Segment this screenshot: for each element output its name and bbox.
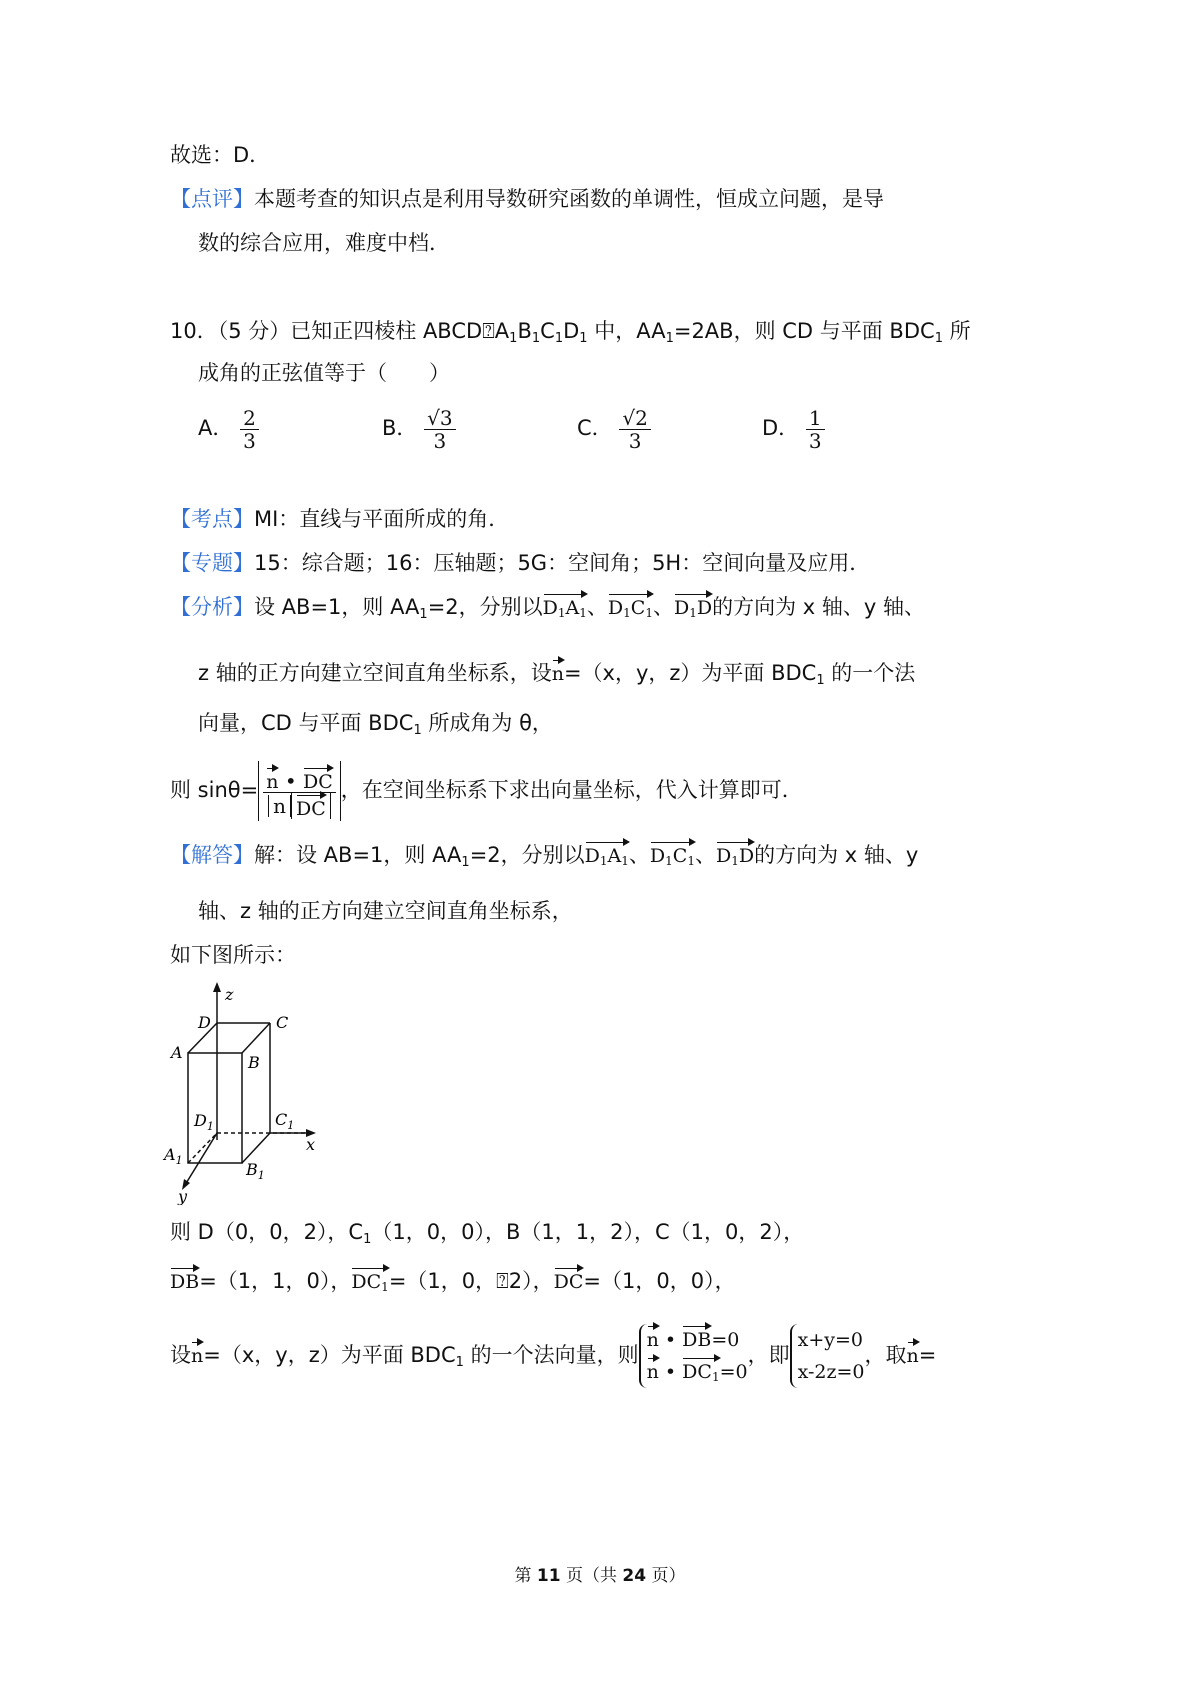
question-text: B	[517, 319, 532, 343]
coords-text: 则 D（0，0，2），C	[170, 1220, 364, 1244]
coords-text: （1，0，0），B（1，1，2），C（1，0，2），	[371, 1220, 805, 1244]
equation-value: =0	[711, 1329, 740, 1351]
dot-symbol: •	[664, 1329, 677, 1351]
normal-vector-line	[170, 1320, 936, 1398]
vector-letter: DC	[296, 797, 326, 820]
option-label: D．	[762, 416, 800, 440]
subscript: 1	[621, 854, 629, 868]
question-text: =2AB，则 CD 与平面 BDC	[673, 319, 935, 343]
subscript: 1	[579, 331, 588, 346]
numerator: √3	[424, 407, 455, 430]
solution-text: 的方向为 x 轴、y	[754, 843, 919, 867]
vector-dc	[296, 793, 326, 819]
edge-a1d1	[188, 1133, 217, 1163]
vector-letter: n	[273, 793, 287, 818]
vector-letter: DC	[302, 770, 333, 793]
denominator: 3	[808, 428, 822, 453]
numerator: 2	[240, 407, 259, 430]
equation-system-1	[639, 1324, 748, 1388]
y-axis	[185, 1133, 217, 1185]
subscript: 1	[711, 1370, 720, 1384]
equation-system-2	[790, 1324, 865, 1388]
label-D1	[193, 1111, 214, 1133]
vector-d1c1	[608, 592, 653, 623]
equation-row	[647, 1324, 748, 1356]
analysis-text: 的一个法	[824, 661, 916, 685]
label-d1-letter: D	[194, 1111, 207, 1130]
analysis-text: 设 AB=1，则 AA	[254, 595, 420, 619]
question-line	[170, 316, 971, 354]
comment-tag: 【点评】	[170, 187, 254, 211]
option-label: C．	[577, 416, 613, 440]
question-text: A	[494, 319, 510, 343]
solution-text: 解：设 AB=1，则 AA	[254, 843, 462, 867]
footer-text: 页）	[646, 1566, 686, 1586]
comment-line	[170, 184, 884, 214]
unknown-glyph: ⍰	[496, 1269, 509, 1293]
vector-n	[266, 766, 278, 792]
footer-text: 页（共	[560, 1566, 623, 1586]
subscript: 1	[554, 331, 564, 346]
label-C: C	[276, 1013, 289, 1032]
analysis-formula-line	[170, 760, 803, 821]
label-B1	[245, 1160, 265, 1182]
equation-row: x+y=0	[797, 1329, 863, 1351]
solution-line-3	[170, 940, 296, 970]
label-c1-letter: C	[275, 1110, 288, 1129]
vector-letter: n	[551, 663, 564, 685]
vector-n	[552, 658, 564, 684]
dot-symbol: •	[284, 768, 297, 793]
vector-d1d	[716, 840, 754, 871]
knowledge-text: MI：直线与平面所成的角．	[254, 507, 510, 531]
separator: 、	[652, 595, 674, 619]
vector-text: =（1，1，0），	[199, 1269, 352, 1293]
conclusion-text: 故选：D．	[170, 143, 271, 167]
vector-letter: n	[646, 1361, 659, 1383]
separator: 、	[586, 595, 608, 619]
vector-dc	[554, 1266, 584, 1292]
topic-line	[170, 548, 870, 578]
question-text-2: 成角的正弦值等于（ ）	[198, 361, 450, 385]
vector-text: =（1，0，0），	[583, 1269, 736, 1293]
vector-db	[682, 1324, 711, 1350]
solution-line-2	[198, 896, 573, 926]
front-face	[188, 1053, 242, 1163]
text-line	[170, 140, 270, 170]
subscript: 1	[455, 1355, 464, 1370]
subscript: 1	[461, 855, 470, 870]
vector-letter: DC	[682, 1361, 712, 1383]
subscript: 1	[509, 331, 518, 346]
label-z: z	[225, 985, 234, 1004]
footer-text: 第	[514, 1566, 537, 1586]
vector-letter: n	[906, 1345, 919, 1367]
label-c1-sub: 1	[287, 1119, 295, 1132]
analysis-tag: 【分析】	[170, 595, 254, 619]
normal-text: 的一个法向量，则	[463, 1343, 639, 1367]
vector-letter: C	[630, 597, 646, 619]
subscript: 1	[363, 1232, 372, 1247]
knowledge-tag: 【考点】	[170, 507, 254, 531]
label-C1	[275, 1110, 294, 1132]
analysis-text: z 轴的正方向建立空间直角坐标系，设	[198, 661, 552, 685]
analysis-text: 所成角为 θ，	[421, 711, 553, 735]
normal-text: ，即	[747, 1343, 790, 1367]
subscript: 1	[623, 606, 631, 620]
topic-text: 15：综合题；16：压轴题；5G：空间角；5H：空间向量及应用．	[254, 551, 871, 575]
vector-letter: A	[607, 845, 622, 867]
comment-line-2	[198, 228, 450, 258]
fraction	[240, 407, 259, 452]
question-text: D	[563, 319, 580, 343]
analysis-line	[170, 592, 925, 630]
question-text: （5 分）已知正四棱柱 ABCD	[217, 319, 483, 343]
equation-row	[647, 1356, 748, 1388]
vector-letter: D	[584, 845, 600, 867]
subscript: 1	[599, 854, 608, 868]
vector-letter: n	[191, 1345, 204, 1367]
normal-text: ，取	[864, 1343, 907, 1367]
coords-line	[170, 1217, 804, 1255]
vector-letter: D	[673, 597, 690, 619]
separator: 、	[694, 843, 716, 867]
analysis-line-2	[198, 658, 915, 696]
label-a1-letter: A	[164, 1145, 176, 1164]
knowledge-point-line	[170, 504, 509, 534]
vector-d1a1	[585, 840, 629, 871]
vector-dc1	[682, 1356, 719, 1387]
abs-value	[258, 761, 341, 821]
vector-letter: DB	[682, 1329, 712, 1351]
vector-n	[907, 1340, 919, 1366]
edge-bc	[242, 1023, 270, 1053]
question-line-2	[198, 358, 450, 388]
analysis-text: =（x，y，z）为平面 BDC	[563, 661, 817, 685]
solution-line	[170, 840, 918, 878]
subscript: 1	[687, 854, 695, 868]
vector-letter: A	[565, 597, 580, 619]
option-b	[382, 403, 456, 453]
dot-symbol: •	[664, 1361, 677, 1383]
normal-text: 设	[170, 1343, 191, 1367]
vector-d1a1	[543, 592, 587, 623]
option-a	[198, 403, 259, 453]
page-number: 11	[536, 1566, 561, 1586]
vector-letter: DB	[170, 1271, 200, 1293]
option-label: B．	[382, 416, 418, 440]
analysis-text: 的方向为 x 轴、y 轴、	[712, 595, 925, 619]
question-text: C	[540, 319, 555, 343]
vector-n	[647, 1356, 659, 1382]
analysis-text: =2，分别以	[427, 595, 543, 619]
denominator: 3	[243, 428, 256, 453]
numerator: 1	[806, 407, 825, 430]
vector-letter: D	[607, 597, 624, 619]
unknown-glyph: ⍰	[482, 319, 495, 343]
vector-letter: DC	[553, 1271, 584, 1293]
subscript: 1	[413, 723, 422, 738]
vector-dc	[303, 766, 333, 792]
question-text: 中，AA	[587, 319, 666, 343]
vector-n	[191, 1340, 203, 1366]
solution-text-2: 轴、z 轴的正方向建立空间直角坐标系，	[198, 899, 573, 923]
vector-d1d	[674, 592, 712, 623]
vector-letter: D	[542, 597, 558, 619]
solution-tag: 【解答】	[170, 843, 254, 867]
z-axis-arrow	[213, 982, 221, 992]
subscript: 1	[557, 606, 566, 620]
analysis-text: 向量，CD 与平面 BDC	[198, 711, 414, 735]
formula-text: ，在空间坐标系下求出向量坐标，代入计算即可．	[340, 778, 803, 802]
comment-text-2: 数的综合应用，难度中档．	[198, 231, 450, 255]
formula-text: 则 sinθ=	[170, 778, 259, 802]
vector-letter: D	[715, 845, 732, 867]
question-text: 所	[942, 319, 971, 343]
vector-dc1	[351, 1266, 388, 1297]
total-pages: 24	[622, 1566, 647, 1586]
abs-dc	[291, 793, 331, 819]
denominator	[263, 793, 336, 819]
subscript: 1	[689, 606, 697, 620]
topic-tag: 【专题】	[170, 551, 254, 575]
fraction	[619, 407, 650, 452]
label-d1-sub: 1	[206, 1120, 214, 1133]
denominator: 3	[628, 428, 642, 453]
label-b1-letter: B	[246, 1160, 258, 1179]
subscript: 1	[579, 606, 587, 620]
label-D: D	[198, 1013, 211, 1032]
vector-db	[170, 1266, 199, 1292]
vector-letter: DC	[351, 1271, 382, 1293]
subscript: 1	[816, 673, 825, 688]
page-footer	[0, 1561, 1200, 1586]
vector-letter: C	[672, 845, 688, 867]
fraction	[424, 407, 455, 452]
normal-text: =	[918, 1343, 937, 1367]
analysis-line-3	[198, 708, 553, 746]
abs-n	[268, 795, 291, 817]
solution-text: =2，分别以	[469, 843, 585, 867]
separator: 、	[628, 843, 650, 867]
vector-letter: n	[646, 1329, 659, 1351]
solution-text-3: 如下图所示：	[170, 943, 296, 967]
label-A1	[162, 1145, 183, 1167]
fraction	[806, 407, 825, 452]
vector-text: =（1，0，	[388, 1269, 497, 1293]
numerator: √2	[619, 407, 650, 430]
numerator	[263, 766, 336, 793]
label-b1-sub: 1	[257, 1169, 265, 1182]
subscript: 1	[381, 1280, 389, 1294]
vector-letter: n	[266, 770, 279, 793]
vector-line	[170, 1266, 736, 1297]
option-label: A．	[198, 416, 234, 440]
label-a1-sub: 1	[175, 1154, 183, 1167]
label-B: B	[248, 1053, 260, 1072]
subscript: 1	[731, 854, 739, 868]
vector-n	[647, 1324, 659, 1350]
edge-b1c1	[242, 1133, 270, 1163]
vector-letter: D	[696, 597, 713, 619]
subscript: 1	[934, 331, 943, 346]
option-c	[577, 403, 651, 453]
vector-letter: D	[649, 845, 666, 867]
subscript: 1	[531, 331, 541, 346]
sin-fraction	[263, 766, 336, 819]
equation-value: =0	[719, 1361, 748, 1383]
subscript: 1	[645, 606, 653, 620]
equation-row: x-2z=0	[797, 1361, 865, 1383]
subscript: 1	[665, 854, 673, 868]
subscript: 1	[419, 607, 428, 622]
normal-text: =（x，y，z）为平面 BDC	[203, 1343, 456, 1367]
label-x: x	[306, 1135, 316, 1154]
prism-figure	[160, 980, 330, 1205]
denominator: 3	[433, 428, 447, 453]
comment-text: 本题考查的知识点是利用导数研究函数的单调性，恒成立问题，是导	[254, 187, 884, 211]
option-d	[762, 403, 825, 453]
vector-d1c1	[650, 840, 695, 871]
question-number: 10．	[170, 319, 218, 343]
vector-letter: D	[738, 845, 755, 867]
label-A: A	[171, 1043, 183, 1062]
label-y: y	[178, 1187, 188, 1205]
vector-text: 2），	[508, 1269, 554, 1293]
subscript: 1	[665, 331, 674, 346]
